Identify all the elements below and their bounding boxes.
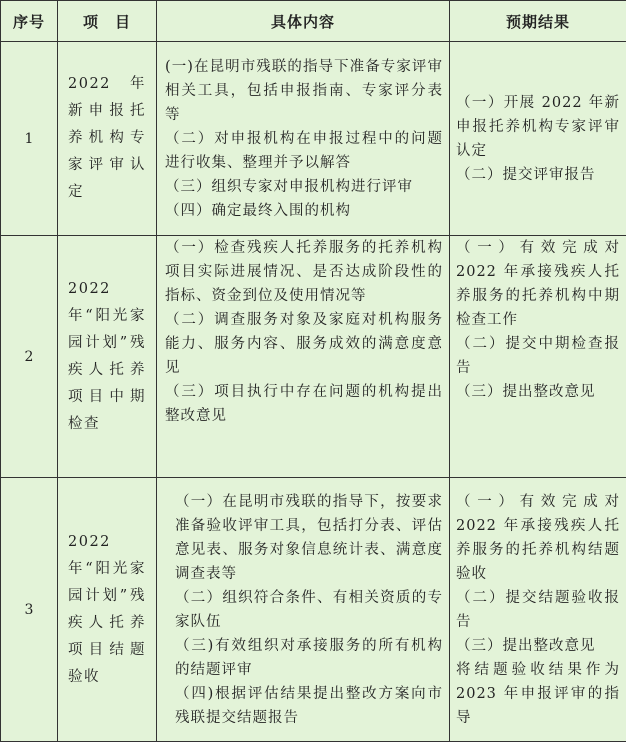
content-item: （二）组织符合条件、有相关资质的专家队伍: [175, 589, 443, 630]
content-item: (一)在昆明市残联的指导下准备专家评审相关工具，包括申报指南、专家评分表等: [165, 58, 443, 123]
row-index: 2: [1, 236, 58, 478]
result-item: （一）开展 2022 年新申报托养机构专家评审认定: [456, 94, 620, 159]
row-content: [157, 478, 450, 742]
row-index: 3: [1, 478, 58, 742]
row-index: 1: [1, 42, 58, 236]
content-item: （四)根据评估结果提出整改方案向市残联提交结题报告: [175, 685, 443, 726]
header-project: 项 目: [58, 1, 157, 42]
result-item: （二）提交评审报告: [456, 166, 596, 183]
table-header-row: [1, 1, 626, 42]
header-content: 具体内容: [157, 1, 450, 42]
content-item: （三）项目执行中存在问题的机构提出整改意见: [165, 384, 443, 424]
row-result: [450, 42, 626, 236]
row-project: 2022 年新申报托养机构专家评审认定: [58, 42, 157, 236]
content-item: （二）对申报机构在申报过程中的问题进行收集、整理并予以解答: [165, 130, 443, 171]
row-content: [157, 236, 450, 478]
result-item: （一）有效完成对 2022 年承接残疾人托养服务的托养机构结题验收: [456, 493, 620, 582]
row-project: 2022年“阳光家园计划”残疾人托养项目结题验收: [58, 478, 157, 742]
result-item: （三）提出整改意见: [456, 637, 596, 654]
content-item: （二）调查服务对象及家庭对机构服务能力、服务内容、服务成效的满意度意见: [165, 312, 443, 376]
table-row: [1, 478, 626, 742]
result-item: （三）提出整改意见: [456, 384, 596, 400]
table-row: [1, 42, 626, 236]
row-project: 2022年“阳光家园计划”残疾人托养项目中期检查: [58, 236, 157, 478]
header-index: 序号: [1, 1, 58, 42]
result-item: 将结题验收结果作为 2023 年申报评审的指导: [456, 661, 620, 726]
row-content: [157, 42, 450, 236]
content-item: （一）检查残疾人托养服务的托养机构项目实际进展情况、是否达成阶段性的指标、资金到位及使用情况等: [165, 240, 443, 304]
row-result: [450, 478, 626, 742]
content-item: （一）在昆明市残联的指导下，按要求准备验收评审工具，包括打分表、评估意见表、服务对象信息统计表、满意度调查表等: [175, 493, 443, 582]
result-item: （一）有效完成对 2022 年承接残疾人托养服务的托养机构中期检查工作: [456, 240, 620, 328]
content-item: （三）组织专家对申报机构进行评审: [165, 178, 413, 195]
header-result: 预期结果: [450, 1, 626, 42]
row-result: [450, 236, 626, 478]
content-item: （四）确定最终入围的机构: [165, 202, 351, 219]
result-item: （二）提交结题验收报告: [456, 589, 620, 630]
result-item: （二）提交中期检查报告: [456, 336, 620, 376]
table-row: [1, 236, 626, 478]
content-item: （三)有效组织对承接服务的所有机构的结题评审: [175, 637, 443, 678]
